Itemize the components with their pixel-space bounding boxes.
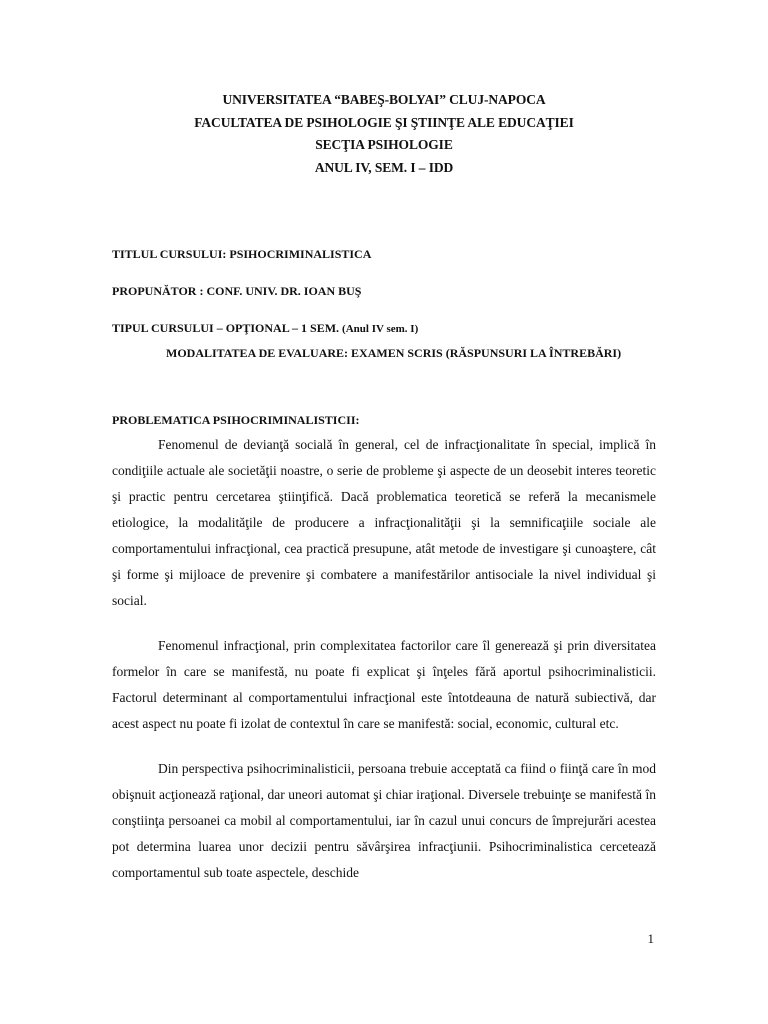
page-number: 1 [647, 931, 654, 946]
paragraph: Din perspectiva psihocriminalisticii, persoana trebuie acceptată ca fiind o fiinţă care în mod obişnuit acţionează raţional, dar uneori automat şi chiar iraţional. Diversele trebuinţe se manifestă în conştiinţa persoanei ca mobil al comportamentului, iar în cazul unui concurs de împrejurări acestea pot determina luarea unor decizii pentru săvârşirea infracţiunii. Psihocriminalistica cercetează comportamentul sub toate aspectele, deschide [112, 761, 656, 880]
faculty-name: FACULTATEA DE PSIHOLOGIE ŞI ŞTIINŢE ALE EDUCAŢIEI [194, 114, 574, 130]
course-type [112, 321, 418, 336]
course-proposer: PROPUNĂTOR : CONF. UNIV. DR. IOAN BUŞ [112, 284, 362, 298]
paragraph: Fenomenul de devianţă socială în general, cel de infracţionalitate în special, implică în condiţiile actuale ale societăţii noastre, o serie de probleme şi aspecte de un deosebit interes teoretic şi practic pentru cercetarea ştiinţifică. Dacă problematica teoretică se referă la mecanismele etiologice, la modalităţile de producere a infracţionalităţii şi la semnificaţiile sociale ale comportamentului infracţional, cea practică presupune, atât metode de investigare şi cunoaştere, cât şi forme şi mijloace de prevenire şi combatere a manifestărilor antisociale la nivel individual şi social. [112, 437, 656, 608]
course-title: TITLUL CURSULUI: PSIHOCRIMINALISTICA [112, 247, 372, 261]
body-text [112, 432, 656, 905]
university-name: UNIVERSITATEA “BABEŞ-BOLYAI” CLUJ-NAPOCA [222, 92, 546, 107]
paragraph: Fenomenul infracţional, prin complexitatea factorilor care îl generează şi prin diversitatea formelor în care se manifestă, nu poate fi explicat şi înţeles fără aportul psihocriminalisticii. Factorul determinant al comportamentului infracţional este întotdeauna de natură subiectivă, dar acest aspect nu poate fi izolat de contextul în care se manifestă: social, economic, cultural etc. [112, 638, 656, 731]
department-name: SECŢIA PSIHOLOGIE [315, 137, 453, 152]
evaluation-method: MODALITATEA DE EVALUARE: EXAMEN SCRIS (RĂSPUNSURI LA ÎNTREBĂRI) [166, 346, 622, 360]
document-header [0, 89, 768, 179]
year-semester: ANUL IV, SEM. I – IDD [314, 159, 454, 175]
course-type-main: TIPUL CURSULUI – OPŢIONAL – 1 SEM. [112, 321, 343, 335]
course-type-detail: (Anul IV sem. I) [342, 323, 419, 335]
section-title: PROBLEMATICA PSIHOCRIMINALISTICII: [112, 413, 360, 427]
